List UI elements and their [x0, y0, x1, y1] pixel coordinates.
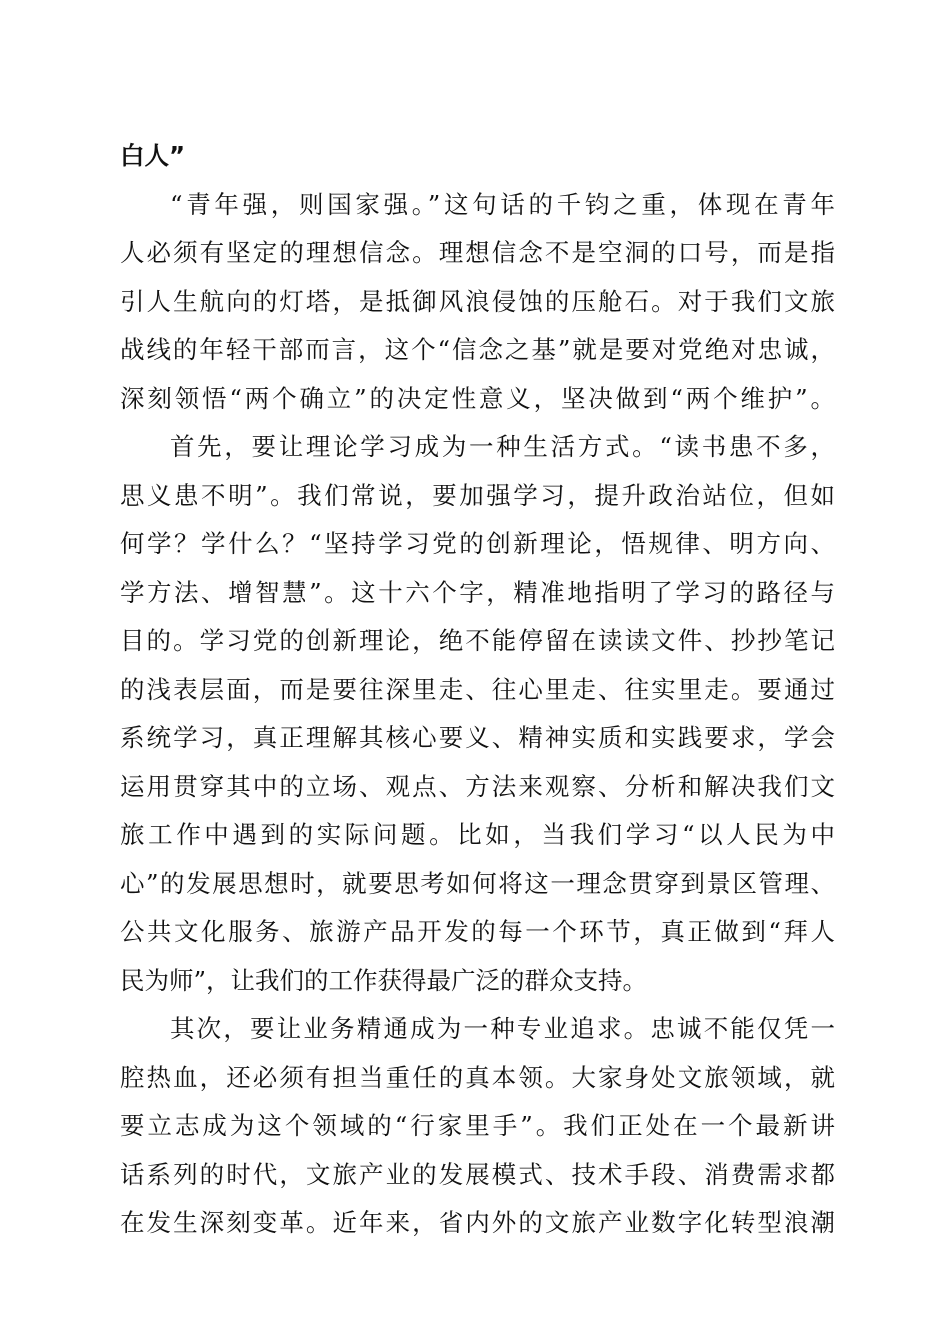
paragraph-3-line-4: 话系列的时代，文旅产业的发展模式、技术手段、消费需求都 — [120, 1159, 835, 1189]
paragraph-2-line-9: 旅工作中遇到的实际问题。比如，当我们学习“以人民为中 — [120, 820, 835, 849]
paragraph-1-line-4: 战线的年轻干部而言，这个“信念之基”就是要对党绝对忠诚， — [120, 335, 835, 364]
paragraph-1-line-3: 引人生航向的灯塔，是抵御风浪侵蚀的压舱石。对于我们文旅 — [120, 286, 835, 316]
paragraph-3-line-3: 要立志成为这个领域的“行家里手”。我们正处在一个最新讲 — [120, 1111, 835, 1140]
paragraph-2-line-6: 的浅表层面，而是要往深里走、往心里走、往实里走。要通过 — [120, 674, 835, 704]
paragraph-1-line-5: 深刻领悟“两个确立”的决定性意义，坚决做到“两个维护”。 — [120, 383, 835, 413]
paragraph-2-line-12: 民为师”，让我们的工作获得最广泛的群众支持。 — [120, 965, 648, 995]
paragraph-2-line-1: 首先，要让理论学习成为一种生活方式。“读书患不多， — [170, 432, 835, 461]
paragraph-2-line-3: 何学？学什么？“坚持学习党的创新理论，悟规律、明方向、 — [120, 529, 835, 558]
paragraph-2-line-10: 心”的发展思想时，就要思考如何将这一理念贯穿到景区管理、 — [120, 868, 835, 898]
paragraph-2-line-11: 公共文化服务、旅游产品开发的每一个环节，真正做到“拜人 — [120, 917, 835, 946]
paragraph-2-line-2: 思义患不明”。我们常说，要加强学习，提升政治站位，但如 — [120, 480, 835, 510]
paragraph-2-line-8: 运用贯穿其中的立场、观点、方法来观察、分析和解决我们文 — [120, 771, 835, 801]
paragraph-3-line-5: 在发生深刻变革。近年来，省内外的文旅产业数字化转型浪潮 — [120, 1208, 835, 1237]
paragraph-2-line-5: 目的。学习党的创新理论，绝不能停留在读读文件、抄抄笔记 — [120, 626, 835, 655]
paragraph-1-line-1: “青年强，则国家强。”这句话的千钧之重，体现在青年 — [170, 189, 835, 219]
paragraph-2-line-4: 学方法、增智慧”。这十六个字，精准地指明了学习的路径与 — [120, 577, 835, 607]
paragraph-3-line-1: 其次，要让业务精通成为一种专业追求。忠诚不能仅凭一 — [170, 1014, 835, 1043]
paragraph-2-line-7: 系统学习，真正理解其核心要义、精神实质和实践要求，学会 — [120, 723, 835, 752]
section-heading-tail: 白人” — [120, 141, 186, 170]
document-body — [120, 132, 835, 1248]
paragraph-3-line-2: 腔热血，还必须有担当重任的真本领。大家身处文旅领域，就 — [120, 1062, 835, 1092]
paragraph-1-line-2: 人必须有坚定的理想信念。理想信念不是空洞的口号，而是指 — [120, 238, 835, 267]
